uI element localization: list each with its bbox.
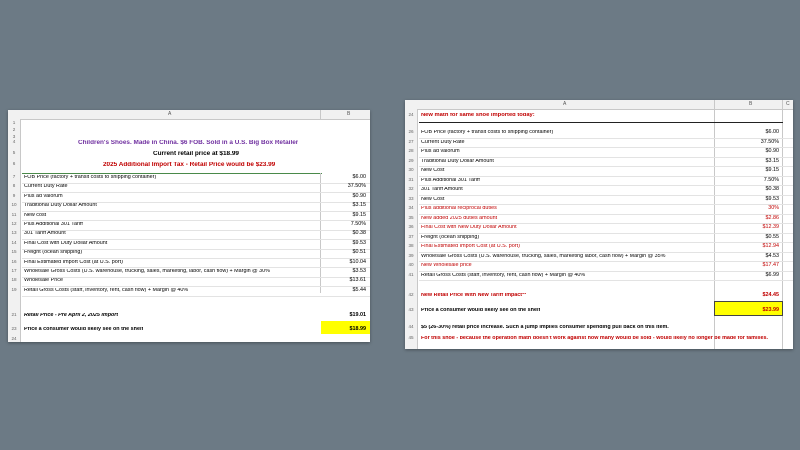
row-value[interactable]: $9.53 xyxy=(352,239,366,246)
row-number[interactable]: 13 xyxy=(11,230,17,236)
row-label[interactable]: 301 Tariff Amount xyxy=(421,187,463,192)
row-number[interactable]: 15 xyxy=(11,249,17,255)
row-label[interactable]: Final Estimated Import Cost (at U.S. port) xyxy=(421,244,520,249)
row-value[interactable]: $9.15 xyxy=(765,167,779,173)
row-number[interactable]: 26 xyxy=(408,129,414,134)
column-header-bar xyxy=(8,110,370,120)
row-value[interactable]: $12.94 xyxy=(762,243,779,249)
row-number[interactable]: 6 xyxy=(12,161,16,166)
row-value[interactable]: $3.15 xyxy=(352,202,366,209)
row-number[interactable]: 8 xyxy=(12,183,16,189)
row-value[interactable]: $6.00 xyxy=(352,174,366,180)
row-label[interactable]: Plus ad valorum xyxy=(421,149,460,154)
row-number[interactable]: 5 xyxy=(12,150,16,155)
row-number[interactable]: 14 xyxy=(11,239,17,245)
row-value[interactable]: $2.86 xyxy=(765,214,779,221)
row-number[interactable]: 4 xyxy=(12,139,16,144)
row-label[interactable]: Retail Gross Costs (staff, inventory, rent, cash flow) + Margin @ 40% xyxy=(24,287,189,293)
row-number[interactable]: 27 xyxy=(408,138,414,144)
row-number[interactable]: 35 xyxy=(408,214,414,220)
row-value[interactable]: 37.50% xyxy=(760,138,779,145)
row-label[interactable]: 301 Tariff Amount xyxy=(24,231,66,237)
row-number[interactable]: 37 xyxy=(408,233,414,239)
row-value[interactable]: $0.90 xyxy=(352,192,366,199)
row-number[interactable]: 2 xyxy=(12,127,16,132)
row-number[interactable]: 17 xyxy=(11,268,17,273)
row-number[interactable]: 12 xyxy=(11,221,17,226)
row-value[interactable]: $9.15 xyxy=(352,211,366,218)
row-number[interactable]: 24 xyxy=(11,336,17,341)
row-number[interactable]: 44 xyxy=(408,324,414,329)
row-value[interactable]: $3.53 xyxy=(352,268,366,274)
row-number[interactable]: 28 xyxy=(408,148,414,153)
row-label[interactable]: Traditional Duty Dollar Amount xyxy=(24,203,97,209)
column-b-header[interactable]: B xyxy=(347,111,351,117)
row-value[interactable]: $0.90 xyxy=(765,148,779,154)
row-label[interactable]: New added 2025 duties amount xyxy=(421,215,498,221)
row-value[interactable]: $6.00 xyxy=(765,129,779,135)
row-value[interactable]: $4.53 xyxy=(765,252,779,259)
row-number[interactable]: 23 xyxy=(11,326,17,331)
row-number[interactable]: 11 xyxy=(11,211,17,217)
row-value[interactable]: $0.55 xyxy=(765,233,779,240)
row-label[interactable]: FOB Price (factory + transit costs to shipping container) xyxy=(24,175,157,180)
row-label[interactable]: Final Estimated Import Cost (at U.S. port) xyxy=(24,259,123,265)
shelf-price-label[interactable]: Price a consumer would likely see on the shelf xyxy=(24,327,144,332)
row-value[interactable]: $9.53 xyxy=(765,195,779,202)
column-a-header[interactable]: A xyxy=(563,101,567,107)
row-number[interactable]: 3 xyxy=(12,134,16,139)
column-header-bar xyxy=(405,100,793,110)
row-number[interactable]: 38 xyxy=(408,243,414,248)
row-label[interactable]: Plus ad valorum xyxy=(24,193,63,199)
row-value[interactable]: 7.50% xyxy=(350,221,366,227)
row-number[interactable]: 43 xyxy=(408,307,414,312)
row-label[interactable]: New cost xyxy=(24,212,47,218)
row-label[interactable]: Traditional Duty Dollar Amount xyxy=(421,158,494,164)
row-number[interactable]: 30 xyxy=(408,167,414,172)
row-number[interactable]: 9 xyxy=(12,192,16,198)
row-number[interactable]: 42 xyxy=(408,292,414,297)
row-value[interactable]: $10.04 xyxy=(349,258,366,265)
row-label[interactable]: Plus Additional 301 Tariff xyxy=(24,222,83,227)
left-spreadsheet xyxy=(8,110,370,342)
row-number[interactable]: 33 xyxy=(408,195,414,201)
row-value[interactable]: $0.38 xyxy=(765,186,779,192)
row-label[interactable]: New Cost xyxy=(421,196,445,202)
column-a-header[interactable]: A xyxy=(168,111,172,117)
retail-price-pre-label[interactable]: Retail Price - Pre April 2, 2025 Import xyxy=(24,313,119,318)
conclusion-note[interactable]: For this shoe - because the operation math doesn't work against how many would be sold - would likely no longer be made for families. xyxy=(421,336,768,341)
title-line-2[interactable]: Current retail price at $18.99 xyxy=(153,151,239,157)
row-label[interactable]: New Wholesale price xyxy=(421,263,472,268)
row-label[interactable]: Retail Gross Costs (staff, inventory, rent, cash flow) + Margin @ 40% xyxy=(421,272,586,278)
column-b-header[interactable]: B xyxy=(749,101,753,107)
row-number[interactable]: 21 xyxy=(11,312,17,317)
row-value[interactable]: $0.51 xyxy=(352,249,366,256)
shelf-price-value[interactable]: $18.99 xyxy=(349,326,366,332)
row-number[interactable]: 40 xyxy=(408,262,414,267)
row-label[interactable]: Current Duty Rate xyxy=(24,184,68,190)
row-number[interactable]: 1 xyxy=(12,120,16,125)
row-value[interactable]: $5.44 xyxy=(352,286,366,293)
row-number[interactable]: 41 xyxy=(408,271,414,277)
row-label[interactable]: Wholesale Price xyxy=(24,278,63,284)
row-value[interactable]: $3.15 xyxy=(765,157,779,164)
row-value[interactable]: 30% xyxy=(768,205,779,211)
row-label[interactable]: New Cost xyxy=(421,168,445,173)
row-number[interactable]: 32 xyxy=(408,186,414,191)
row-value[interactable]: 7.50% xyxy=(763,176,779,183)
row-label[interactable]: Freight (ocean shipping) xyxy=(24,250,83,256)
row-label[interactable]: FOB Price (factory + transit costs to shipping container) xyxy=(421,130,554,135)
column-c-header[interactable]: C xyxy=(786,101,790,107)
row-label[interactable]: Plus Additional 301 Tariff xyxy=(421,177,480,183)
row-value[interactable]: $0.38 xyxy=(352,230,366,237)
row-number[interactable]: 16 xyxy=(11,258,17,264)
new-retail-price-label[interactable]: New Retail Price With New Tariff Impact** xyxy=(421,293,527,298)
row-number[interactable]: 10 xyxy=(11,202,17,208)
row-value[interactable]: 37.50% xyxy=(347,183,366,190)
row-label[interactable]: Wholesale Gross Costs (U.S. warehouse, trucking, sales, marketing labor, cash flow) + Margin @ 35% xyxy=(421,253,666,259)
row-value[interactable]: $17.47 xyxy=(762,262,779,268)
title-line-1[interactable]: Children's Shoes. Made in China. $6 FOB. Sold in a U.S. Big Box Retailer xyxy=(78,140,299,146)
title-line-3[interactable]: 2025 Additional Import Tax - Retail Price would be $23.99 xyxy=(103,162,276,168)
row-number[interactable]: 36 xyxy=(408,224,414,229)
right-shelf-price-value[interactable]: $23.99 xyxy=(762,307,779,313)
section-header[interactable]: New math for same shoe imported today: xyxy=(421,113,535,118)
row-number[interactable]: 34 xyxy=(408,205,414,210)
right-spreadsheet xyxy=(405,100,793,349)
row-number[interactable]: 29 xyxy=(408,157,414,163)
increase-note[interactable]: $5 (26-30%) retail price increase. Such a jump implies consumer spending pull back on this item. xyxy=(421,325,669,330)
row-value[interactable]: $6.99 xyxy=(765,271,779,278)
row-number[interactable]: 19 xyxy=(11,286,17,292)
retail-price-pre-value[interactable]: $19.01 xyxy=(349,312,366,318)
row-number[interactable]: 45 xyxy=(408,335,414,340)
row-label[interactable]: Wholesale Gross Costs (U.S. warehouse, trucking, sales, marketing, labor, cash flow) + Margin @ 30% xyxy=(24,269,270,274)
row-value[interactable]: $12.39 xyxy=(762,224,779,230)
right-shelf-price-label[interactable]: Price a consumer would likely see on the shelf xyxy=(421,308,541,313)
row-number[interactable]: 24 xyxy=(408,112,414,117)
row-label[interactable]: Current Duty Rate xyxy=(421,139,465,145)
row-label[interactable]: Final Cost with Duty Dollar Amount xyxy=(24,240,108,246)
row-number[interactable]: 7 xyxy=(12,174,16,179)
row-label[interactable]: Final Cost with New Duty Dollar Amount xyxy=(421,225,517,230)
row-label[interactable]: Freight (ocean shipping) xyxy=(421,234,480,240)
row-number[interactable]: 31 xyxy=(408,176,414,182)
row-number[interactable]: 18 xyxy=(11,277,17,283)
new-retail-price-value[interactable]: $24.45 xyxy=(762,292,779,298)
row-number[interactable]: 39 xyxy=(408,252,414,258)
row-label[interactable]: Plus additional reciprocal duties xyxy=(421,206,497,211)
row-value[interactable]: $13.61 xyxy=(349,277,366,284)
